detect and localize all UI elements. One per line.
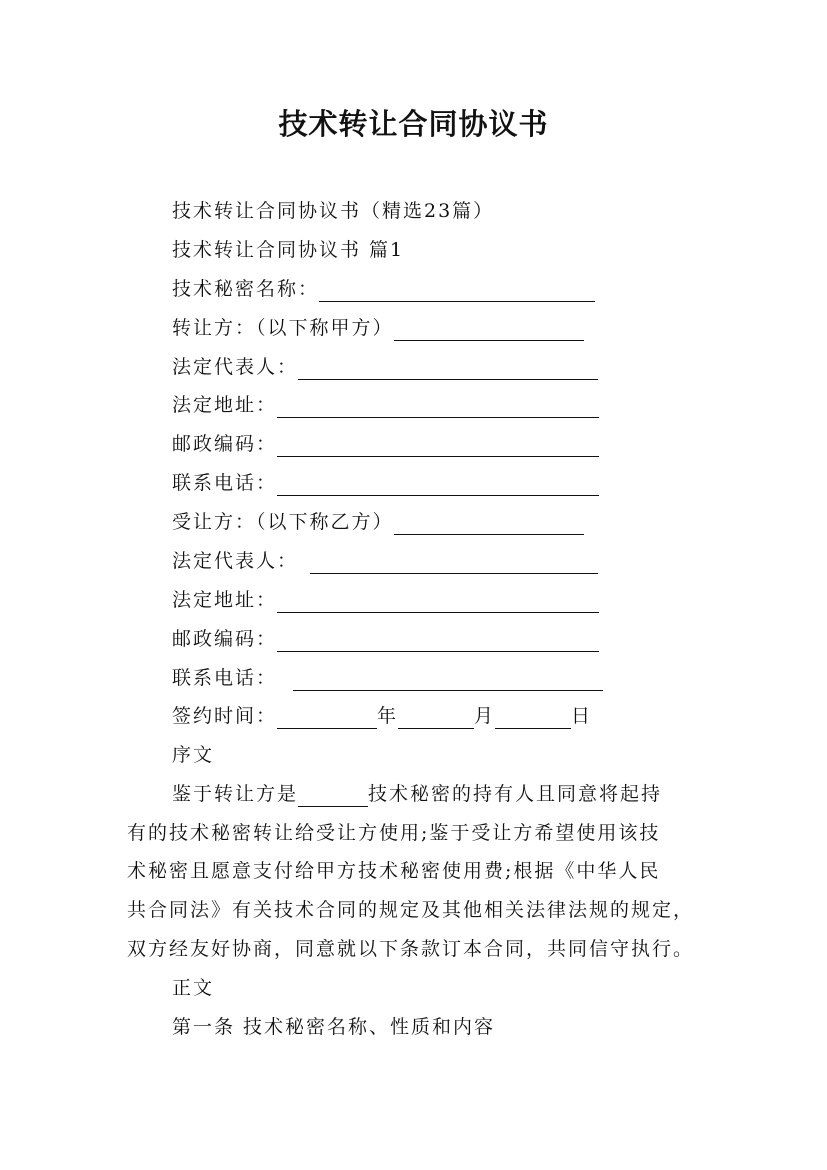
field-legal-rep-2 [172, 548, 598, 574]
field-label: 邮政编码： [172, 433, 278, 455]
blank-line [277, 629, 599, 652]
blank-line [293, 668, 603, 691]
day-label: 日 [571, 705, 593, 727]
preface-line-4: 共合同法》有关技术合同的规定及其他相关法律法规的规定， [127, 899, 695, 921]
blank-line [495, 706, 571, 729]
blank-line [277, 434, 599, 457]
preface-text: 鉴于转让方是 [172, 783, 299, 805]
preface-text: 技术秘密的持有人且同意将起持 [368, 783, 663, 805]
blank-line [394, 512, 584, 535]
body-heading: 正文 [172, 977, 215, 999]
document-title: 技术转让合同协议书 [278, 107, 549, 141]
blank-line [398, 706, 474, 729]
preface-line-3: 术秘密且愿意支付给甲方技术秘密使用费;根据《中华人民 [127, 860, 661, 882]
field-postcode-2 [172, 626, 599, 652]
field-label: 技术秘密名称： [172, 278, 320, 300]
blank-line [298, 357, 598, 380]
field-postcode-1 [172, 431, 599, 457]
blank-line [319, 279, 595, 302]
preface-line-1 [172, 781, 662, 807]
field-sign-time [172, 703, 592, 729]
document-subtitle: 技术转让合同协议书（精选23篇） [172, 200, 495, 222]
blank-line [277, 706, 377, 729]
field-phone-1 [172, 470, 599, 496]
field-label: 法定地址： [172, 589, 278, 611]
field-secret-name [172, 276, 595, 302]
field-label: 法定地址： [172, 394, 278, 416]
blank-line [394, 318, 584, 341]
field-label: 法定代表人： [172, 550, 299, 572]
year-label: 年 [377, 705, 399, 727]
field-transferor [172, 315, 584, 341]
field-label: 法定代表人： [172, 356, 299, 378]
preface-line-5: 双方经友好协商，同意就以下条款订本合同，共同信守执行。 [127, 938, 695, 960]
month-label: 月 [474, 705, 496, 727]
field-address-1 [172, 392, 599, 418]
field-label: 邮政编码： [172, 628, 278, 650]
preface-line-2: 有的技术秘密转让给受让方使用;鉴于受让方希望使用该技 [127, 822, 661, 844]
field-transferee [172, 509, 584, 535]
blank-line [277, 395, 599, 418]
preface-heading: 序文 [172, 744, 215, 766]
blank-line [310, 551, 598, 574]
field-label: 联系电话： [172, 472, 278, 494]
field-label: 签约时间： [172, 705, 278, 727]
field-label: 转让方：（以下称甲方） [172, 317, 394, 339]
blank-line [277, 590, 599, 613]
field-label: 受让方：（以下称乙方） [172, 511, 394, 533]
field-address-2 [172, 587, 599, 613]
field-phone-2 [172, 665, 603, 691]
section-heading: 技术转让合同协议书 篇1 [172, 239, 405, 261]
blank-line [277, 473, 599, 496]
article-1-heading: 第一条 技术秘密名称、性质和内容 [172, 1016, 496, 1038]
blank-line [298, 784, 368, 807]
field-label: 联系电话： [172, 667, 278, 689]
field-legal-rep-1 [172, 354, 598, 380]
